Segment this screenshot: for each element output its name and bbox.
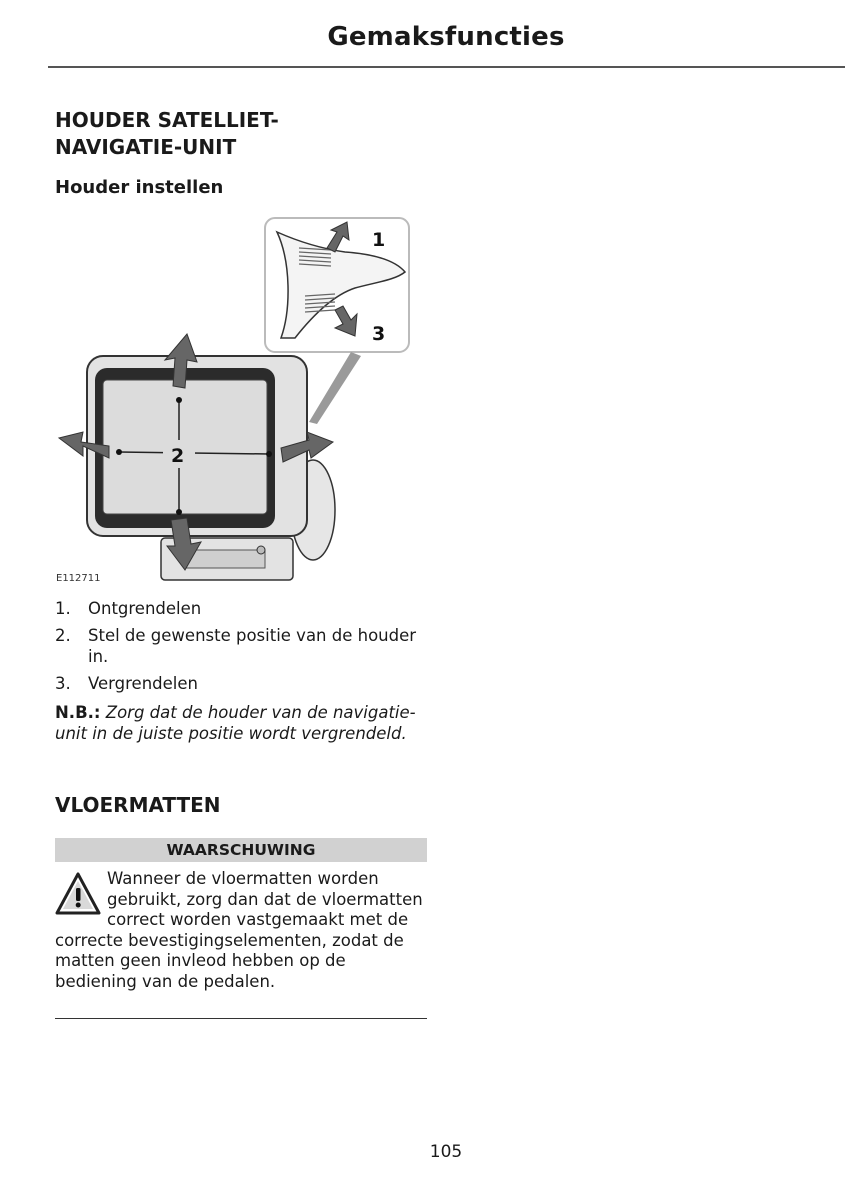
instruction-steps <box>55 598 435 700</box>
callout-3: 3 <box>372 323 386 345</box>
page-header-title: Gemaksfuncties <box>327 22 565 52</box>
step-text: Stel de gewenste positie van de houder in. <box>88 626 417 666</box>
figure-code: E112711 <box>56 573 101 584</box>
section2-title: VLOERMATTEN <box>55 793 221 817</box>
section-title-line1: HOUDER SATELLIET- <box>55 108 279 132</box>
list-item <box>55 598 435 619</box>
callout-1: 1 <box>372 229 386 251</box>
navigation-holder-illustration <box>55 210 427 595</box>
subsection-title: Houder instellen <box>55 177 224 198</box>
note-text: Zorg dat de houder van de navigatie-unit in de juiste positie wordt vergrendeld. <box>55 703 416 743</box>
step-text: Ontgrendelen <box>88 599 202 618</box>
note-block <box>55 702 430 744</box>
list-item <box>55 673 435 694</box>
note-label: N.B.: <box>55 703 101 722</box>
step-number: 1. <box>55 599 71 618</box>
warning-bottom-rule <box>55 1018 427 1019</box>
step-number: 3. <box>55 674 71 693</box>
warning-triangle-icon <box>55 871 101 917</box>
step-text: Vergrendelen <box>88 674 198 693</box>
section-title-line2: NAVIGATIE-UNIT <box>55 135 237 159</box>
detail-pointer <box>309 352 361 424</box>
header-divider <box>48 66 845 68</box>
list-item <box>55 625 435 667</box>
page-number: 105 <box>429 1142 463 1162</box>
warning-header: WAARSCHUWING <box>55 838 427 862</box>
step-number: 2. <box>55 626 71 645</box>
callout-2: 2 <box>171 445 185 467</box>
warning-text: Wanneer de vloermatten worden gebruikt, zorg dan dat de vloermatten correct worden vastgemaakt met de correcte bevestigingselementen, zodat de matten geen invleod hebben op de bediening van de pedalen. <box>55 869 423 991</box>
warning-body <box>55 869 430 992</box>
mount-latch <box>185 550 265 568</box>
